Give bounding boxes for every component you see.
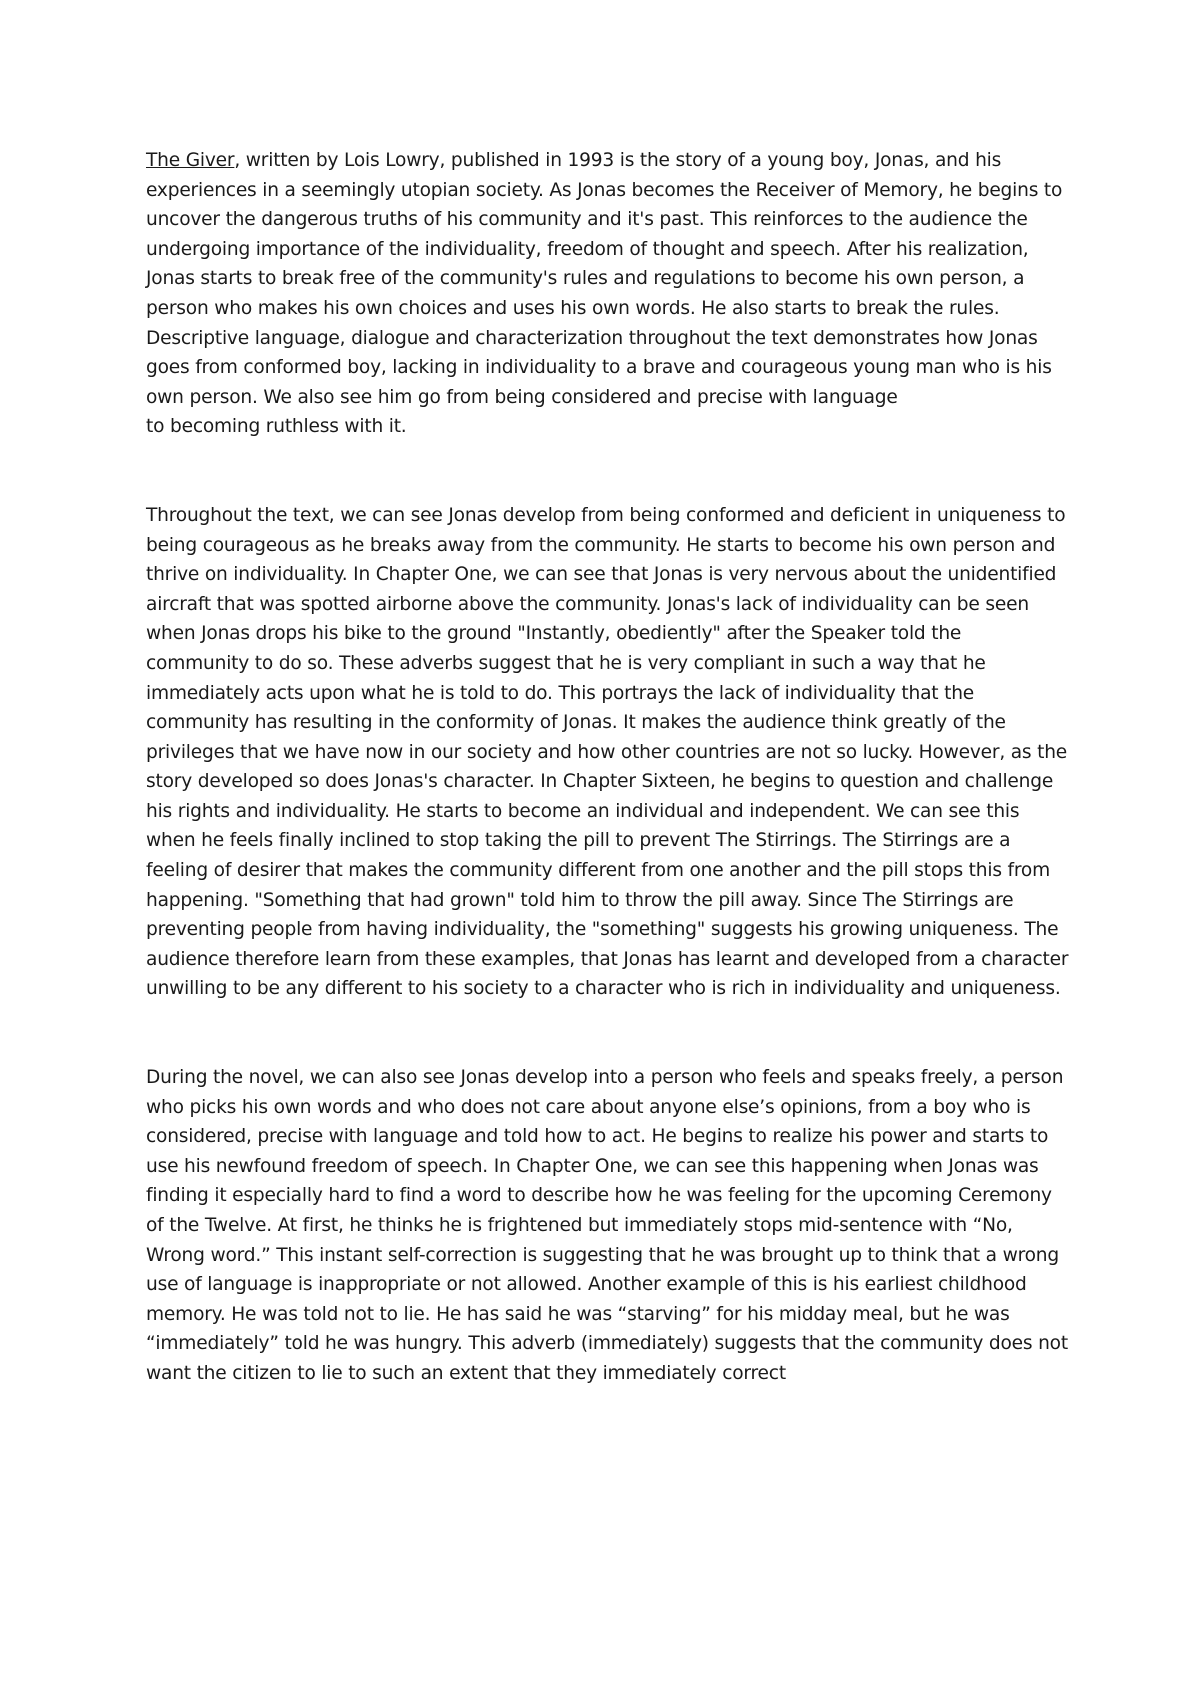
paragraph-line: thrive on individuality. In Chapter One, we can see that Jonas is very nervous about the unidentified [146,564,1057,586]
paragraph-line: when he feels finally inclined to stop taking the pill to prevent The Stirrings. The Stirrings are a [146,830,1011,852]
paragraph-line: aircraft that was spotted airborne above the community. Jonas's lack of individuality can be seen [146,593,1029,615]
paragraph-line: Wrong word.” This instant self-correction is suggesting that he was brought up to think that a wrong [146,1244,1059,1266]
paragraph-line: considered, precise with language and told how to act. He begins to realize his power and starts to [146,1126,1049,1148]
paragraph-1 [146,146,1076,442]
paragraph-line: goes from conformed boy, lacking in individuality to a brave and courageous young man who is his [146,357,1052,379]
paragraph-line: when Jonas drops his bike to the ground "Instantly, obediently" after the Speaker told the [146,623,962,645]
paragraph-line: being courageous as he breaks away from the community. He starts to become his own person and [146,534,1056,556]
paragraph-line: feeling of desirer that makes the community different from one another and the pill stops this from [146,860,1050,882]
paragraph-line: experiences in a seemingly utopian society. As Jonas becomes the Receiver of Memory, he begins to [146,179,1063,201]
paragraph-line: audience therefore learn from these examples, that Jonas has learnt and developed from a character [146,948,1069,970]
paragraph-line: Descriptive language, dialogue and characterization throughout the text demonstrates how Jonas [146,327,1038,349]
paragraph-line: use of language is inappropriate or not allowed. Another example of this is his earliest childhood [146,1274,1027,1296]
paragraph-line: want the citizen to lie to such an extent that they immediately correct [146,1362,786,1384]
paragraph-line: unwilling to be any different to his society to a character who is rich in individuality and uniqueness. [146,978,1061,1000]
paragraph-2 [146,501,1076,1004]
paragraph-line: memory. He was told not to lie. He has said he was “starving” for his midday meal, but he was [146,1303,1010,1325]
document-body [146,146,1076,1389]
paragraph-line: During the novel, we can also see Jonas develop into a person who feels and speaks freely, a person [146,1067,1064,1089]
paragraph-line [146,146,1076,176]
paragraph-line: who picks his own words and who does not care about anyone else’s opinions, from a boy who is [146,1096,1031,1118]
paragraph-line: Jonas starts to break free of the community's rules and regulations to become his own person, a [146,268,1025,290]
paragraph-line: his rights and individuality. He starts to become an individual and independent. We can see this [146,800,1020,822]
book-title: The Giver [146,150,235,171]
paragraph-line: of the Twelve. At first, he thinks he is frightened but immediately stops mid-sentence with “No, [146,1215,1013,1236]
paragraph-line: use his newfound freedom of speech. In Chapter One, we can see this happening when Jonas was [146,1155,1039,1177]
paragraph-line: own person. We also see him go from being considered and precise with language [146,386,898,408]
paragraph-line: finding it especially hard to find a word to describe how he was feeling for the upcoming Ceremony [146,1185,1052,1207]
paragraph-line: community to do so. These adverbs suggest that he is very compliant in such a way that he [146,652,986,674]
line-text: , written by Lois Lowry, published in 1993 is the story of a young boy, Jonas, and his [234,150,1002,171]
paragraph-line: happening. "Something that had grown" told him to throw the pill away. Since The Stirrings are [146,889,1014,911]
paragraph-line: undergoing importance of the individuality, freedom of thought and speech. After his realization, [146,238,1029,260]
paragraph-line: uncover the dangerous truths of his community and it's past. This reinforces to the audience the [146,209,1028,231]
paragraph-line: “immediately” told he was hungry. This adverb (immediately) suggests that the community does not [146,1333,1068,1355]
paragraph-line: preventing people from having individuality, the "something" suggests his growing uniqueness. The [146,919,1059,941]
paragraph-line: privileges that we have now in our society and how other countries are not so lucky. However, as the [146,741,1068,763]
paragraph-line: person who makes his own choices and uses his own words. He also starts to break the rules. [146,297,1000,319]
paragraph-line: story developed so does Jonas's character. In Chapter Sixteen, he begins to question and challenge [146,771,1054,793]
paragraph-line: Throughout the text, we can see Jonas develop from being conformed and deficient in uniqueness to [146,504,1066,526]
paragraph-3 [146,1063,1076,1389]
paragraph-line: immediately acts upon what he is told to do. This portrays the lack of individuality that the [146,682,975,704]
paragraph-line: to becoming ruthless with it. [146,416,407,438]
paragraph-line: community has resulting in the conformity of Jonas. It makes the audience think greatly of the [146,712,1006,734]
